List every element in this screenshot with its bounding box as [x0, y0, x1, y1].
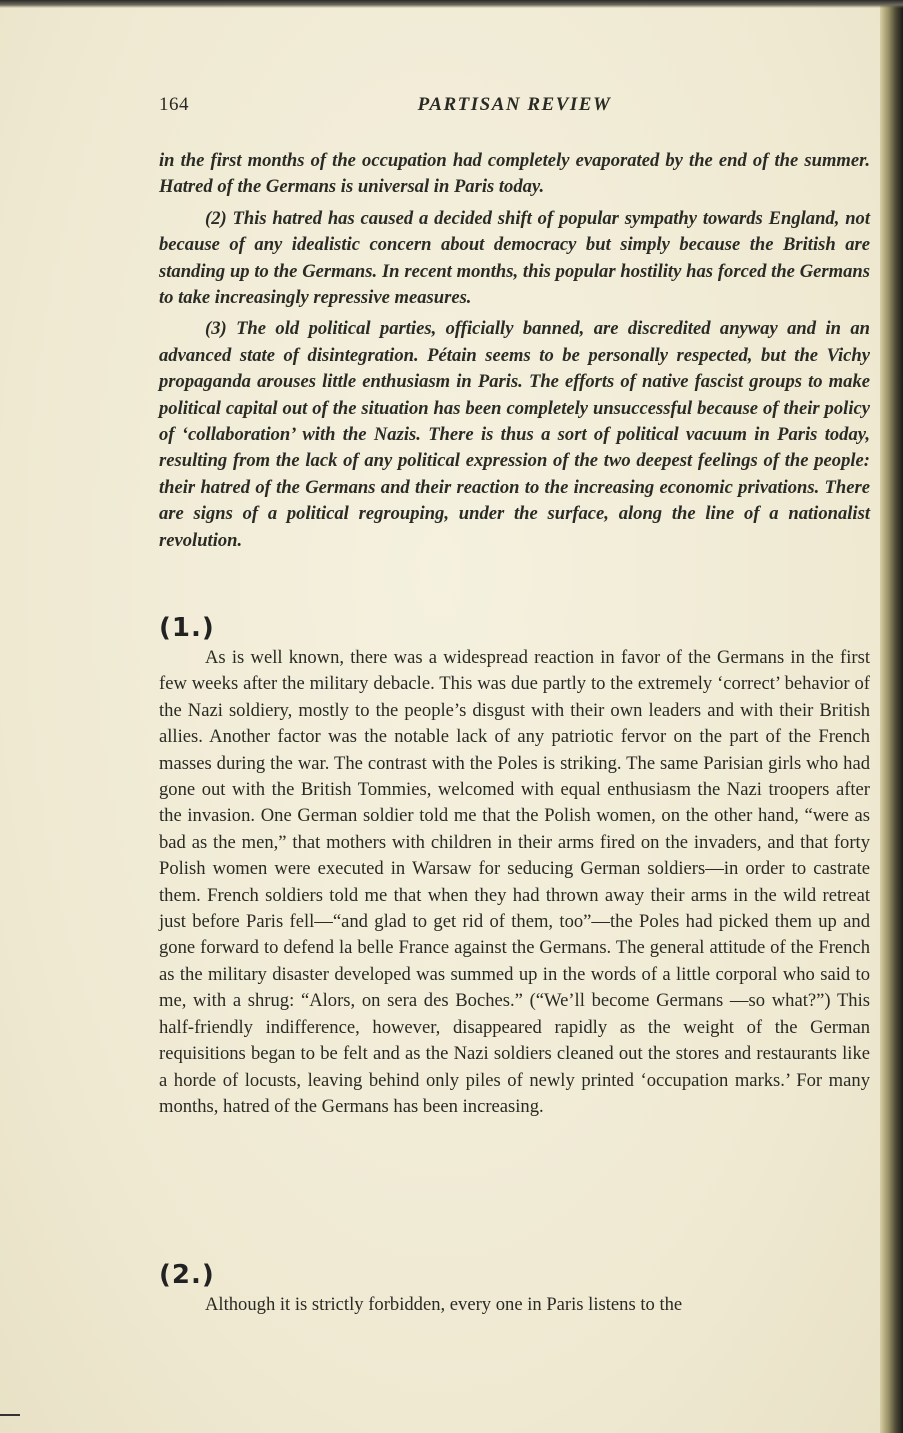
journal-title: PARTISAN REVIEW: [417, 94, 612, 115]
section-2: [159, 1260, 870, 1318]
section-paragraph: Although it is strictly forbidden, every one in Paris listens to the: [205, 1294, 683, 1315]
section-paragraph: As is well known, there was a widespread reaction in favor of the Germans in the first few weeks after the military debacle. This was due partly to the extremely ‘correct’ behavior of the Nazi soldiery, mostly to the people’s disgust with their own leaders and with their British allies. Another factor was the notable lack of any patriotic fervor on the part of the French masses during the war. The contrast with the Poles is striking. The same Parisian girls who had gone out with the British Tommies, welcomed with equal enthusiasm the Nazi troopers after the invasion. One German soldier told me that the Polish women, on the other hand, “were as bad as the men,” that mothers with children in their arms fired on the invaders, and that forty Polish women were executed in Warsaw for seducing German soldiers—in order to castrate them. French soldiers told me that when they had thrown away their arms in the wild retreat just before Paris fell—“and glad to get rid of them, too”—the Poles had picked them up and gone forward to defend la belle France against the Germans. The general attitude of the French as the military disaster developed was summed up in the words of a little corporal who said to me, with a shrug: “Alors, on sera des Boches.” (“We’ll become Germans —so what?”) This half-friendly indifference, however, disappeared rapidly as the weight of the German requisitions began to be felt and as the Nazi soldiers cleaned out the stores and restaurants like a horde of locusts, leaving behind only piles of newly printed ‘occupation marks.’ For many months, hatred of the Germans has been increasing.: [159, 647, 870, 1117]
italic-summary: [159, 148, 870, 554]
page-top-shadow: [0, 0, 903, 8]
section-heading: (2.): [159, 1260, 215, 1290]
summary-paragraph: (3) The old political parties, officially banned, are discredited anyway and in an advanced state of disintegration. Pétain seems to be personally respected, but the Vichy propaganda arouses little enthusiasm in Paris. The efforts of native fascist groups to make political capital out of the situation has been completely unsuccessful because of their policy of ‘collaboration’ with the Nazis. There is thus a sort of political vacuum in Paris today, resulting from the lack of any political expression of the two deepest feelings of the people: their hatred of the Germans and their reaction to the increasing economic privations. There are signs of a political regrouping, under the surface, along the line of a nationalist revolution.: [159, 318, 870, 551]
running-head: [159, 94, 870, 124]
summary-paragraph: (2) This hatred has caused a decided shift of popular sympathy towards England, not because of any idealistic concern about democracy but simply because the British are standing up to the Germans. In recent months, this popular hostility has forced the Germans to take increasingly repressive measures.: [159, 207, 870, 309]
margin-mark: [0, 1414, 20, 1416]
page-edge-shadow: [880, 0, 903, 1433]
summary-paragraph: in the first months of the occupation had completely evaporated by the end of the summer. Hatred of the Germans is universal in Paris today.: [159, 150, 870, 198]
page-number: 164: [159, 94, 189, 115]
section-heading: (1.): [159, 613, 215, 643]
section-1: [159, 613, 870, 1120]
